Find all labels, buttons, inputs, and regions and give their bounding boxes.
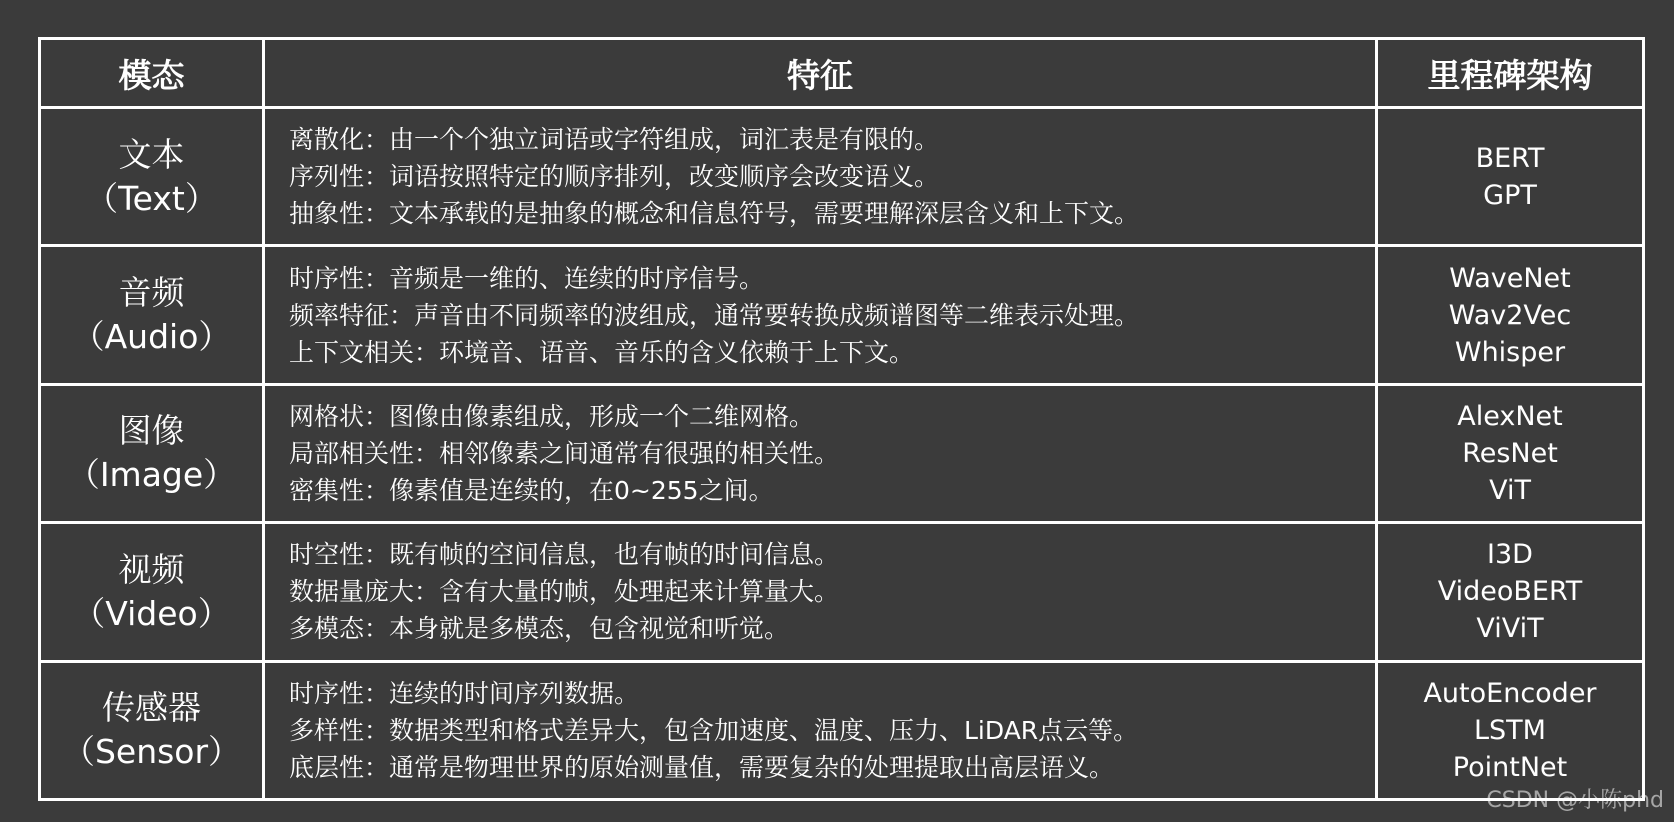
modality-english: （Image） [66, 455, 237, 495]
table-row [40, 246, 1644, 384]
modality-english: （Sensor） [61, 732, 242, 772]
feature-line: 多模态：本身就是多模态，包含视觉和听觉。 [289, 614, 790, 644]
architecture-name: ViViT [1476, 613, 1544, 645]
architecture-name: ViT [1489, 474, 1531, 506]
architecture-name: WaveNet [1449, 262, 1571, 294]
header-modality: 模态 [40, 39, 264, 108]
architecture-cell [1377, 384, 1644, 522]
features-cell [264, 384, 1377, 522]
architecture-name: AutoEncoder [1423, 677, 1597, 709]
feature-line: 时序性：音频是一维的、连续的时序信号。 [289, 263, 765, 293]
architecture-name: PointNet [1452, 751, 1568, 783]
features-cell [264, 246, 1377, 384]
modality-name: 文本 [118, 134, 185, 174]
features-cell [264, 108, 1377, 246]
architecture-cell [1377, 108, 1644, 246]
modality-english: （Text） [85, 178, 218, 218]
feature-line: 多样性：数据类型和格式差异大，包含加速度、温度、压力、LiDAR点云等。 [289, 715, 1139, 745]
feature-line: 离散化：由一个个独立词语或字符组成，词汇表是有限的。 [289, 125, 940, 155]
feature-line: 数据量庞大：含有大量的帧，处理起来计算量大。 [289, 577, 840, 607]
architecture-name: Wav2Vec [1448, 299, 1572, 331]
table-row [40, 661, 1644, 799]
modality-cell [40, 108, 264, 246]
architecture-cell [1377, 661, 1644, 799]
modality-name: 音频 [118, 273, 185, 313]
modality-name: 图像 [118, 411, 185, 451]
feature-line: 上下文相关：环境音、语音、音乐的含义依赖于上下文。 [289, 337, 915, 367]
table-row [40, 108, 1644, 246]
feature-line: 时空性：既有帧的空间信息，也有帧的时间信息。 [289, 540, 840, 570]
feature-line: 密集性：像素值是连续的，在0~255之间。 [289, 475, 774, 505]
feature-line: 时序性：连续的时间序列数据。 [289, 678, 640, 708]
feature-line: 抽象性：文本承载的是抽象的概念和信息符号，需要理解深层含义和上下文。 [289, 199, 1140, 229]
architecture-name: VideoBERT [1437, 576, 1583, 608]
features-cell [264, 661, 1377, 799]
modality-cell [40, 523, 264, 661]
architecture-cell [1377, 523, 1644, 661]
modality-english: （Video） [72, 593, 231, 633]
feature-line: 局部相关性：相邻像素之间通常有很强的相关性。 [289, 438, 840, 468]
modality-english: （Audio） [71, 317, 232, 357]
table-row [40, 523, 1644, 661]
table-header-row [40, 39, 1644, 108]
architecture-name: LSTM [1474, 714, 1546, 746]
modality-name: 传感器 [102, 688, 201, 728]
architecture-name: GPT [1483, 179, 1537, 211]
modality-cell [40, 384, 264, 522]
architecture-name: BERT [1475, 142, 1545, 174]
architecture-name: I3D [1487, 539, 1533, 571]
architecture-name: ResNet [1462, 437, 1558, 469]
watermark: CSDN @小陈phd [1486, 788, 1664, 813]
modality-cell [40, 661, 264, 799]
feature-line: 网格状：图像由像素组成，形成一个二维网格。 [289, 401, 815, 431]
modality-cell [40, 246, 264, 384]
architecture-name: Whisper [1454, 336, 1566, 368]
feature-line: 序列性：词语按照特定的顺序排列，改变顺序会改变语义。 [289, 162, 940, 192]
modality-table-container [38, 37, 1642, 801]
table-row [40, 384, 1644, 522]
architecture-name: AlexNet [1457, 400, 1563, 432]
modality-table [38, 37, 1645, 801]
header-architecture: 里程碑架构 [1377, 39, 1644, 108]
modality-name: 视频 [118, 549, 185, 589]
architecture-cell [1377, 246, 1644, 384]
feature-line: 频率特征：声音由不同频率的波组成，通常要转换成频谱图等二维表示处理。 [289, 300, 1140, 330]
feature-line: 底层性：通常是物理世界的原始测量值，需要复杂的处理提取出高层语义。 [289, 752, 1115, 782]
features-cell [264, 523, 1377, 661]
header-features: 特征 [264, 39, 1377, 108]
